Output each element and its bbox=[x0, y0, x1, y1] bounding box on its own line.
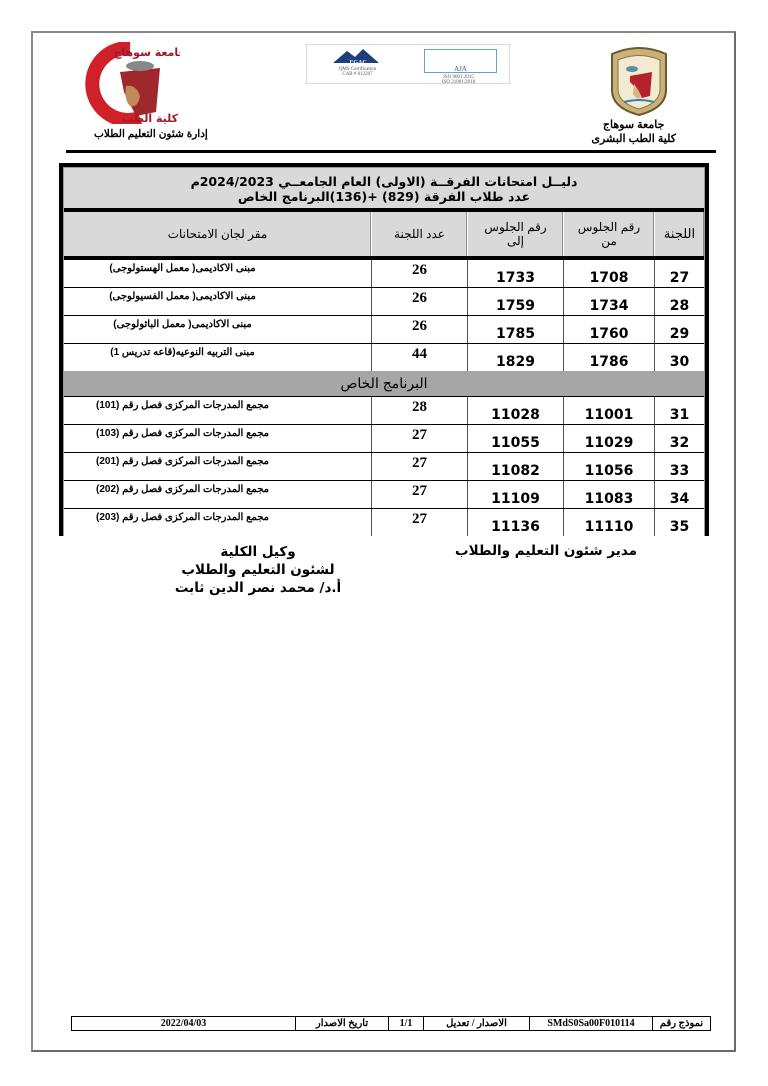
cell-seat-to: 11136 bbox=[467, 509, 563, 536]
exam-committees-table bbox=[59, 163, 709, 536]
cell-committee: 29 bbox=[654, 316, 704, 343]
footer-form-no: SMdS0Sa00F010114 bbox=[529, 1017, 652, 1030]
table-row bbox=[64, 397, 704, 425]
col-header-count: عدد اللجنة bbox=[371, 212, 467, 256]
cell-location: مجمع المدرجات المركزى فصل رقم (101) bbox=[96, 400, 270, 411]
aja-logo bbox=[410, 47, 507, 85]
svg-text:جامعة سوهاج: جامعة سوهاج bbox=[113, 46, 180, 59]
certification-logos bbox=[306, 44, 510, 84]
cell-seat-from: 11083 bbox=[563, 481, 654, 508]
table-title bbox=[64, 168, 704, 212]
cell-seat-from: 1786 bbox=[563, 344, 654, 371]
footer-date-label: تاريخ الاصدار bbox=[295, 1017, 388, 1030]
egac-cab: CAB # 012207 bbox=[342, 72, 373, 77]
document-footer bbox=[71, 1016, 711, 1031]
aja-iso-21001: ISO 21001:2018 bbox=[441, 80, 476, 85]
cell-committee: 34 bbox=[654, 481, 704, 508]
cell-seat-from: 1734 bbox=[563, 288, 654, 315]
cell-committee: 35 bbox=[654, 509, 704, 536]
signature-vice-dean-name: أ.د/ محمد نصر الدين ثابت bbox=[174, 580, 342, 596]
cell-committee: 33 bbox=[654, 453, 704, 480]
cell-location: مجمع المدرجات المركزى فصل رقم (203) bbox=[96, 512, 270, 523]
faculty-label: كلية الطب البشرى bbox=[591, 133, 676, 145]
cell-committee: 28 bbox=[654, 288, 704, 315]
cell-seat-to: 11109 bbox=[467, 481, 563, 508]
cell-count: 27 bbox=[371, 425, 467, 452]
cell-location: مجمع المدرجات المركزى فصل رقم (103) bbox=[96, 428, 270, 439]
cell-seat-to: 1759 bbox=[467, 288, 563, 315]
cell-seat-from: 1760 bbox=[563, 316, 654, 343]
cell-count: 28 bbox=[371, 397, 467, 424]
cell-location: مجمع المدرجات المركزى فصل رقم (202) bbox=[96, 484, 270, 495]
footer-form-no-label: نموذج رقم bbox=[652, 1017, 710, 1030]
col-header-location: مقر لجان الامتحانات bbox=[64, 212, 371, 256]
cell-location: مبنى الاكاديمى( معمل الباثولوجى) bbox=[113, 319, 252, 330]
cell-committee: 30 bbox=[654, 344, 704, 371]
cell-count: 44 bbox=[371, 344, 467, 371]
cell-committee: 32 bbox=[654, 425, 704, 452]
cell-count: 26 bbox=[371, 316, 467, 343]
col-header-seat-from: رقم الجلوس من bbox=[563, 212, 654, 256]
col-header-committee: اللجنة bbox=[654, 212, 704, 256]
signature-vice-dean-title: وكيل الكلية bbox=[220, 544, 296, 560]
cell-location: مبنى الاكاديمى( معمل الفسيولوجى) bbox=[109, 291, 256, 302]
cell-count: 26 bbox=[371, 260, 467, 287]
table-title-line1: دليــل امتحانات الفرقــة (الاولى) العام الجامعــي 2024/2023م bbox=[190, 174, 578, 189]
table-title-line2: عدد طلاب الفرقة (829) +(136)البرنامج الخاص bbox=[237, 189, 531, 204]
aja-globe-icon: AJA bbox=[424, 49, 497, 73]
cell-committee: 31 bbox=[654, 397, 704, 424]
table-row bbox=[64, 316, 704, 344]
signature-director: مدير شئون التعليم والطلاب bbox=[455, 543, 637, 559]
signature-vice-dean-role: لشئون التعليم والطلاب bbox=[181, 562, 335, 578]
university-name bbox=[591, 118, 676, 146]
faculty-of-medicine-logo bbox=[80, 42, 180, 124]
cell-count: 26 bbox=[371, 288, 467, 315]
signature-vice-dean bbox=[158, 543, 358, 597]
cell-seat-to: 11055 bbox=[467, 425, 563, 452]
cell-count: 27 bbox=[371, 509, 467, 536]
cell-location: مبنى الاكاديمى( معمل الهستولوجى) bbox=[109, 263, 256, 274]
table-row bbox=[64, 481, 704, 509]
footer-date: 2022/04/03 bbox=[160, 1018, 207, 1029]
cell-seat-to: 1785 bbox=[467, 316, 563, 343]
cell-seat-to: 1829 bbox=[467, 344, 563, 371]
university-label: جامعة سوهاج bbox=[602, 119, 665, 131]
egac-qms: QMS Certification bbox=[338, 67, 377, 72]
header-divider bbox=[66, 150, 716, 153]
egac-logo bbox=[309, 47, 406, 81]
col-header-seat-to: رقم الجلوس إلى bbox=[467, 212, 563, 256]
cell-seat-to: 11028 bbox=[467, 397, 563, 424]
footer-issue-label: الاصدار / تعديل bbox=[423, 1017, 529, 1030]
svg-text:EGAC: EGAC bbox=[348, 60, 367, 65]
cell-seat-to: 1733 bbox=[467, 260, 563, 287]
cell-count: 27 bbox=[371, 453, 467, 480]
cell-seat-from: 11110 bbox=[563, 509, 654, 536]
table-row bbox=[64, 425, 704, 453]
svg-text:كلية الطب: كلية الطب bbox=[121, 112, 179, 124]
special-program-section-header: البرنامج الخاص bbox=[64, 371, 704, 397]
cell-seat-to: 11082 bbox=[467, 453, 563, 480]
table-row bbox=[64, 288, 704, 316]
footer-issue: 1/1 bbox=[388, 1017, 423, 1030]
cell-location: مجمع المدرجات المركزى فصل رقم (201) bbox=[96, 456, 270, 467]
cell-seat-from: 1708 bbox=[563, 260, 654, 287]
cell-seat-from: 11056 bbox=[563, 453, 654, 480]
table-row bbox=[64, 344, 704, 371]
cell-count: 27 bbox=[371, 481, 467, 508]
table-header-row bbox=[64, 212, 704, 260]
table-row bbox=[64, 260, 704, 288]
aja-iso-9001: ISO 9001:2015 bbox=[443, 75, 474, 80]
table-row bbox=[64, 453, 704, 481]
cell-seat-from: 11001 bbox=[563, 397, 654, 424]
table-row bbox=[64, 509, 704, 536]
cell-seat-from: 11029 bbox=[563, 425, 654, 452]
department-name: إدارة شئون التعليم الطلاب bbox=[94, 128, 208, 140]
cell-committee: 27 bbox=[654, 260, 704, 287]
sohag-university-crest-logo bbox=[606, 46, 672, 116]
cell-location: مبنى التربيه النوعيه(قاعه تدريس 1) bbox=[110, 347, 255, 358]
